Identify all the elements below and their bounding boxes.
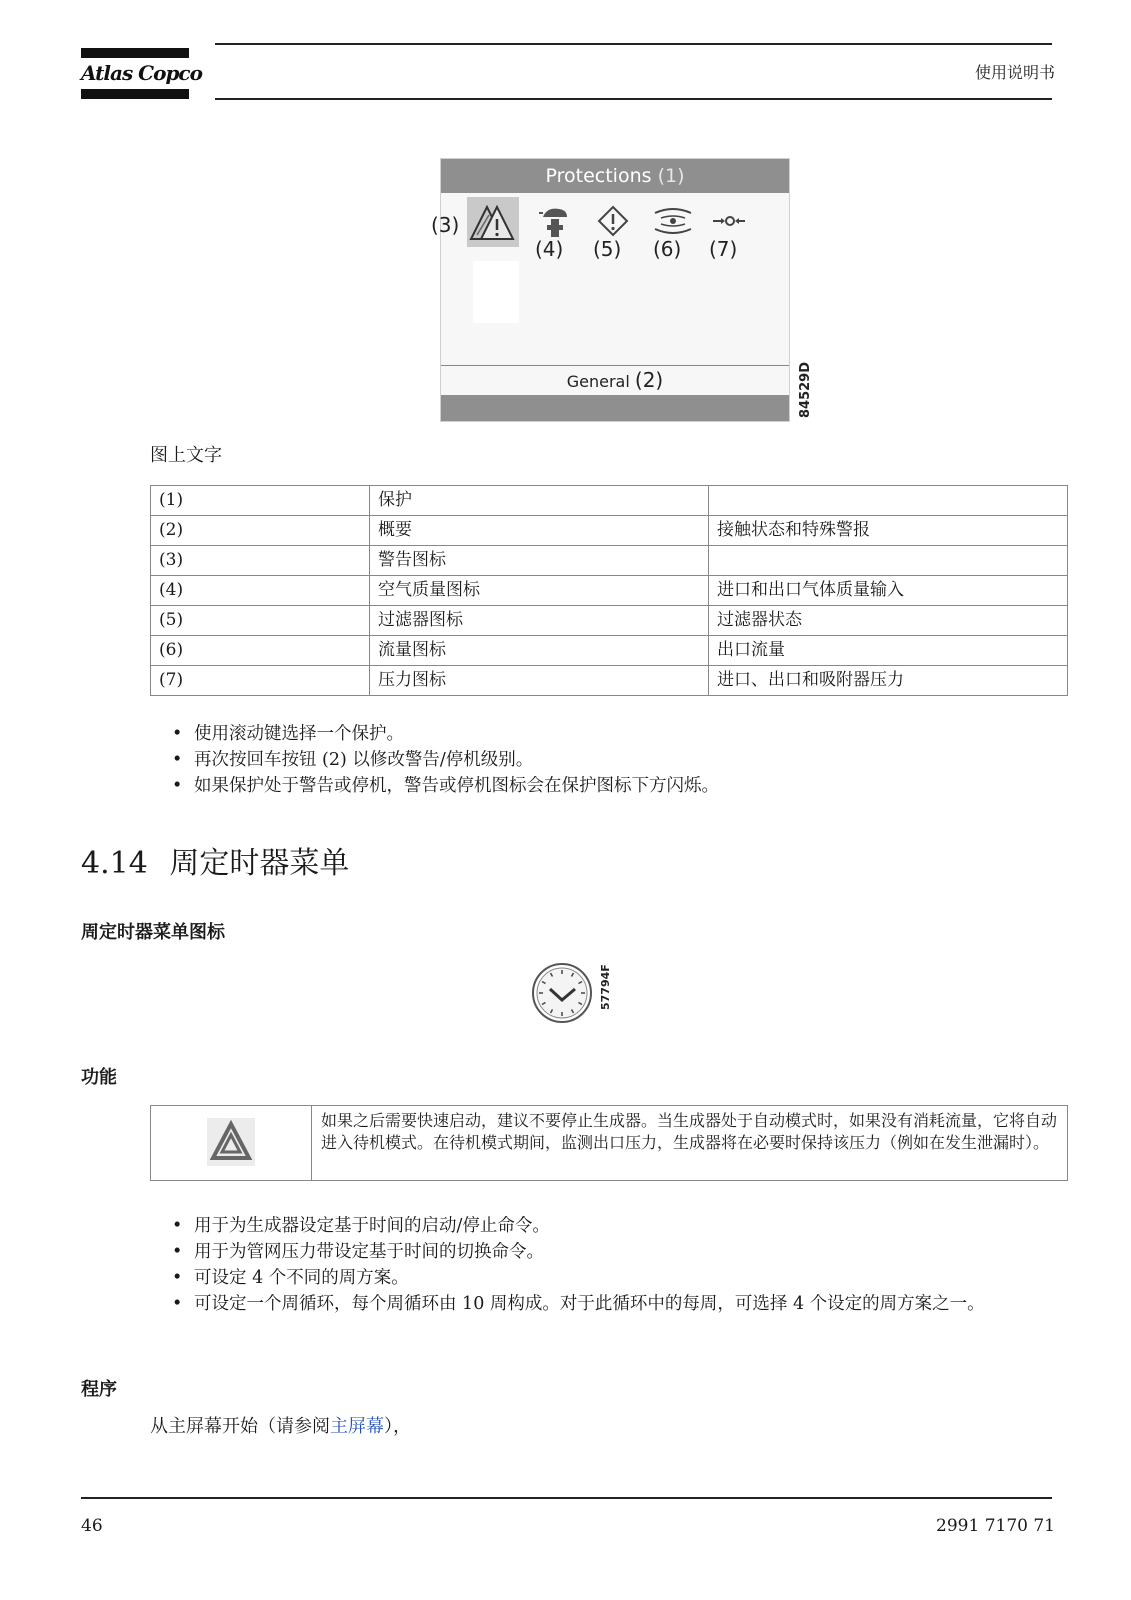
- table-cell: (2): [151, 516, 370, 546]
- table-cell: 压力图标: [370, 666, 709, 696]
- function-subheading: 功能: [81, 1067, 117, 1088]
- table-row: [151, 546, 1068, 576]
- table-cell: 过滤器图标: [370, 606, 709, 636]
- document-number: 2991 7170 71: [936, 1516, 1055, 1536]
- table-cell: 概要: [370, 516, 709, 546]
- table-row: [151, 486, 1068, 516]
- list-item: • 如果保护处于警告或停机，警告或停机图标会在保护图标下方闪烁。: [172, 773, 719, 799]
- main-screen-link[interactable]: 主屏幕: [330, 1416, 384, 1437]
- figure-code: 84529D: [798, 361, 813, 418]
- general-label: General: [566, 372, 630, 391]
- icon-label-6: (6): [653, 237, 682, 261]
- table-row: [151, 516, 1068, 546]
- logo-top-bar: [81, 48, 189, 58]
- page-number: 46: [81, 1516, 103, 1536]
- note-text: 如果之后需要快速启动，建议不要停止生成器。当生成器处于自动模式时，如果没有消耗流量，它将自动进入待机模式。在待机模式期间，监测出口压力，生成器将在必要时保持该压力（例如在发生泄漏时）。: [321, 1111, 1058, 1152]
- header-top-rule: [215, 43, 1052, 45]
- procedure-text: [150, 1412, 411, 1438]
- screen-title-number: (1): [657, 165, 685, 187]
- table-cell: 空气质量图标: [370, 576, 709, 606]
- section-number: 4.14: [81, 846, 148, 881]
- table-cell: (6): [151, 636, 370, 666]
- legend-table: [150, 485, 1068, 696]
- list-item: • 再次按回车按钮 (2) 以修改警告/停机级别。: [172, 747, 719, 773]
- figure-caption: 图上文字: [150, 445, 222, 466]
- note-icon-cell: [151, 1106, 312, 1180]
- table-cell: (7): [151, 666, 370, 696]
- table-cell: 进口和出口气体质量输入: [709, 576, 1068, 606]
- procedure-text-before: 从主屏幕开始（请参阅: [150, 1416, 330, 1437]
- section-heading: [81, 838, 349, 882]
- table-cell: 出口流量: [709, 636, 1068, 666]
- table-cell: [709, 546, 1068, 576]
- table-cell: 流量图标: [370, 636, 709, 666]
- list-item: • 可设定 4 个不同的周方案。: [172, 1265, 1052, 1291]
- screen-general-row: [441, 367, 789, 393]
- section-title: 周定时器菜单: [169, 846, 350, 881]
- warning-triangle-icon: [207, 1118, 255, 1166]
- table-row: [151, 666, 1068, 696]
- protection-bullet-list: [172, 721, 719, 799]
- list-item: • 用于为生成器设定基于时间的启动/停止命令。: [172, 1213, 1052, 1239]
- function-bullet-list: [172, 1213, 1052, 1317]
- list-item: • 使用滚动键选择一个保护。: [172, 721, 719, 747]
- table-cell: 过滤器状态: [709, 606, 1068, 636]
- general-number: (2): [634, 368, 664, 392]
- table-cell: [709, 486, 1068, 516]
- table-cell: (4): [151, 576, 370, 606]
- procedure-subheading: 程序: [81, 1379, 117, 1400]
- icon-label-5: (5): [593, 237, 622, 261]
- logo-text: Atlas Copco: [81, 61, 202, 85]
- table-row: [151, 576, 1068, 606]
- table-cell: (1): [151, 486, 370, 516]
- icon-label-7: (7): [709, 237, 738, 261]
- footer-rule: [81, 1497, 1052, 1499]
- header-bottom-rule: [215, 98, 1052, 100]
- table-cell: 保护: [370, 486, 709, 516]
- list-item: • 可设定一个周循环，每个周循环由 10 周构成。对于此循环中的每周，可选择 4 个设定的周方案之一。: [172, 1291, 1052, 1317]
- clock-figure-code: 57794F: [599, 964, 612, 1010]
- table-cell: 警告图标: [370, 546, 709, 576]
- table-cell: (3): [151, 546, 370, 576]
- warning-icon: [467, 197, 519, 247]
- clock-icon: [531, 962, 593, 1024]
- table-cell: 进口、出口和吸附器压力: [709, 666, 1068, 696]
- table-cell: (5): [151, 606, 370, 636]
- screen-separator: [441, 365, 789, 366]
- list-item: • 用于为管网压力带设定基于时间的切换命令。: [172, 1239, 1052, 1265]
- procedure-text-after: ），: [384, 1416, 411, 1437]
- icon-label-3: (3): [431, 213, 460, 237]
- screen-bottom-bar: [441, 395, 789, 421]
- table-row: [151, 606, 1068, 636]
- icon-subheading: 周定时器菜单图标: [81, 922, 225, 943]
- protections-screen-figure: [431, 158, 790, 422]
- status-placeholder: [473, 261, 519, 323]
- screen-title-bar: [441, 159, 789, 193]
- table-cell: 接触状态和特殊警报: [709, 516, 1068, 546]
- logo-bottom-bar: [81, 89, 189, 99]
- table-row: [151, 636, 1068, 666]
- note-box: [150, 1105, 1068, 1181]
- header-title: 使用说明书: [974, 63, 1055, 82]
- screen-title: Protections: [545, 165, 652, 187]
- icon-label-4: (4): [535, 237, 564, 261]
